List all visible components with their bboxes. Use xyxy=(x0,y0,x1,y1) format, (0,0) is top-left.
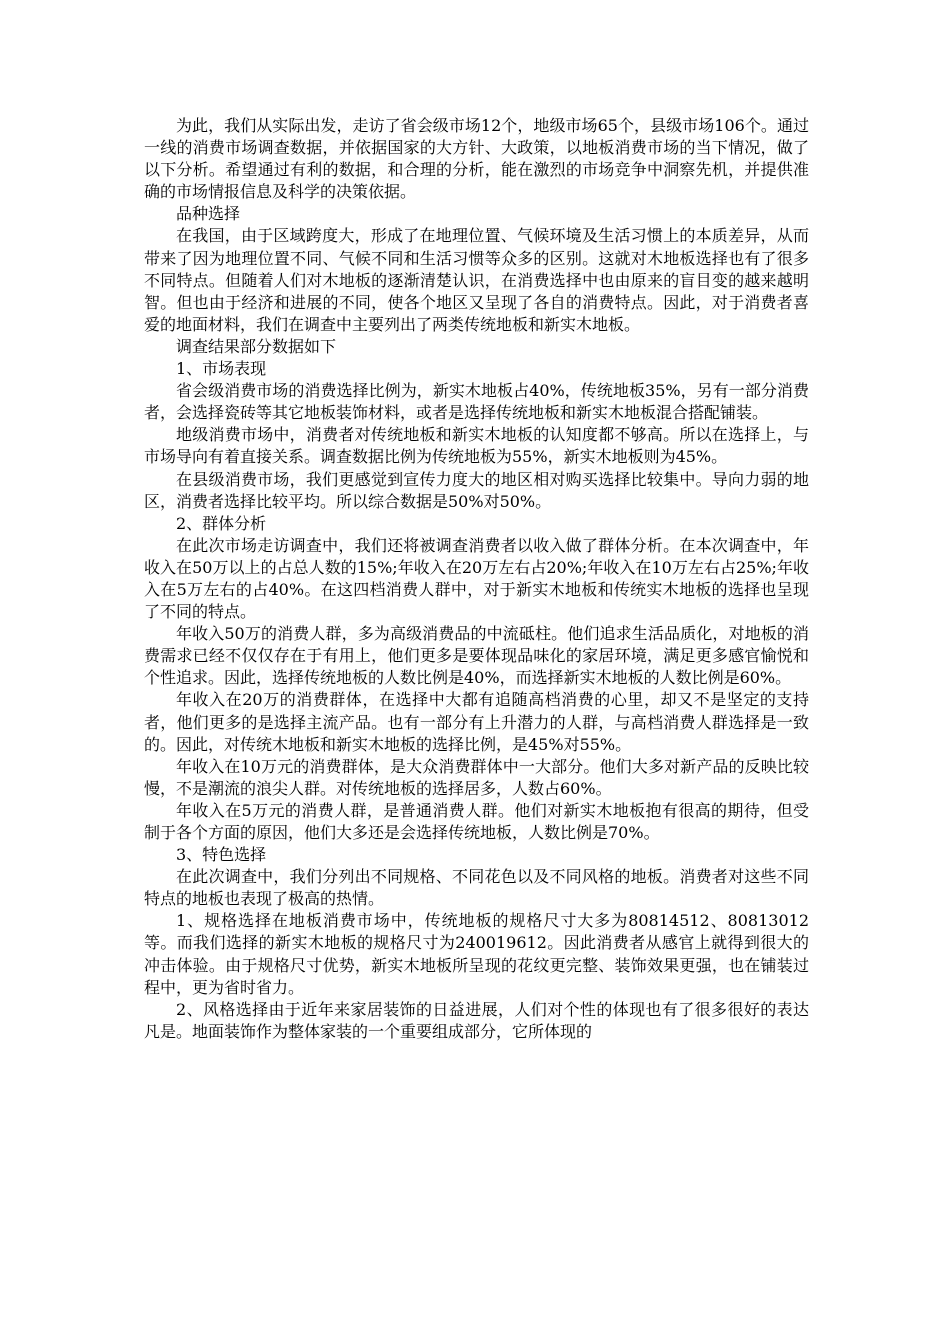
prefecture-market-paragraph: 地级消费市场中，消费者对传统地板和新实木地板的认知度都不够高。所以在选择上，与市场导向有着直接关系。调查数据比例为传统地板为55%，新实木地板则为45%。 xyxy=(144,425,809,467)
income-5w-paragraph: 年收入在5万元的消费人群，是普通消费人群。他们对新实木地板抱有很高的期待，但受制于各个方面的原因，他们大多还是会选择传统地板，人数比例是70%。 xyxy=(144,800,809,842)
income-20w-paragraph: 年收入在20万的消费群体，在选择中大都有追随高档消费的心里，却又不是坚定的支持者，他们更多的是选择主流产品。也有一部分有上升潜力的人群，与高档消费人群选择是一致的。因此，对传统木地板和新实木地板的选择比例，是45%对55%。 xyxy=(144,690,809,754)
income-10w-paragraph: 年收入在10万元的消费群体，是大众消费群体中一大部分。他们大多对新产品的反映比较慢，不是潮流的浪尖人群。对传统地板的选择居多，人数占60%。 xyxy=(144,756,809,798)
group-analysis-paragraph: 在此次市场走访调查中，我们还将被调查消费者以收入做了群体分析。在本次调查中，年收入在50万以上的占总人数的15%;年收入在20万左右占20%;年收入在10万左右占25%;年收入在5万左右的占40%。在这四档消费人群中，对于新实木地板和传统实木地板的选择也呈现了不同的特点。 xyxy=(144,535,809,622)
income-50w-paragraph: 年收入50万的消费人群，多为高级消费品的中流砥柱。他们追求生活品质化，对地板的消费需求已经不仅仅存在于有用上，他们更多是要体现品味化的家居环境，满足更多感官愉悦和个性追求。因此，选择传统地板的人数比例是40%，而选择新实木地板的人数比例是60%。 xyxy=(144,624,809,688)
document-body xyxy=(144,115,809,1043)
section-heading-variety: 品种选择 xyxy=(176,204,241,224)
style-selection-paragraph: 2、风格选择由于近年来家居装饰的日益进展，人们对个性的体现也有了很多很好的表达凡是。地面装饰作为整体家装的一个重要组成部分，它所体现的 xyxy=(144,999,809,1041)
variety-paragraph: 在我国，由于区域跨度大，形成了在地理位置、气候环境及生活习惯上的本质差异，从而带来了因为地理位置不同、气候不同和生活习惯等众多的区别。这就对木地板选择也有了很多不同特点。但随着人们对木地板的逐渐清楚认识，在消费选择中也由原来的盲目变的越来越明智。但也由于经济和进展的不同，使各个地区又呈现了各自的消费特点。因此，对于消费者喜爱的地面材料，我们在调查中主要列出了两类传统地板和新实木地板。 xyxy=(144,226,809,334)
survey-results-heading: 调查结果部分数据如下 xyxy=(176,336,337,356)
intro-paragraph: 为此，我们从实际出发，走访了省会级市场12个，地级市场65个，县级市场106个。通过一线的消费市场调查数据，并依据国家的大方针、大政策，以地板消费市场的当下情况，做了以下分析。希望通过有利的数据，和合理的分析，能在激烈的市场竞争中洞察先机，并提供准确的市场情报信息及科学的决策依据。 xyxy=(144,116,809,202)
county-market-paragraph: 在县级消费市场，我们更感觉到宣传力度大的地区相对购买选择比较集中。导向力弱的地区，消费者选择比较平均。所以综合数据是50%对50%。 xyxy=(144,469,809,511)
subheading-feature-selection: 3、特色选择 xyxy=(176,845,267,865)
provincial-market-paragraph: 省会级消费市场的消费选择比例为，新实木地板占40%，传统地板35%，另有一部分消费者，会选择瓷砖等其它地板装饰材料，或者是选择传统地板和新实木地板混合搭配铺装。 xyxy=(144,381,809,423)
subheading-group-analysis: 2、群体分析 xyxy=(176,513,267,533)
spec-selection-paragraph: 1、规格选择在地板消费市场中，传统地板的规格尺寸大多为80814512、80813012等。而我们选择的新实木地板的规格尺寸为240019612。因此消费者从感官上就得到很大的冲击体验。由于规格尺寸优势，新实木地板所呈现的花纹更完整、装饰效果更强，也在铺装过程中，更为省时省力。 xyxy=(144,911,809,997)
subheading-market-performance: 1、市场表现 xyxy=(176,359,267,379)
feature-selection-paragraph: 在此次调查中，我们分列出不同规格、不同花色以及不同风格的地板。消费者对这些不同特点的地板也表现了极高的热情。 xyxy=(144,867,809,909)
